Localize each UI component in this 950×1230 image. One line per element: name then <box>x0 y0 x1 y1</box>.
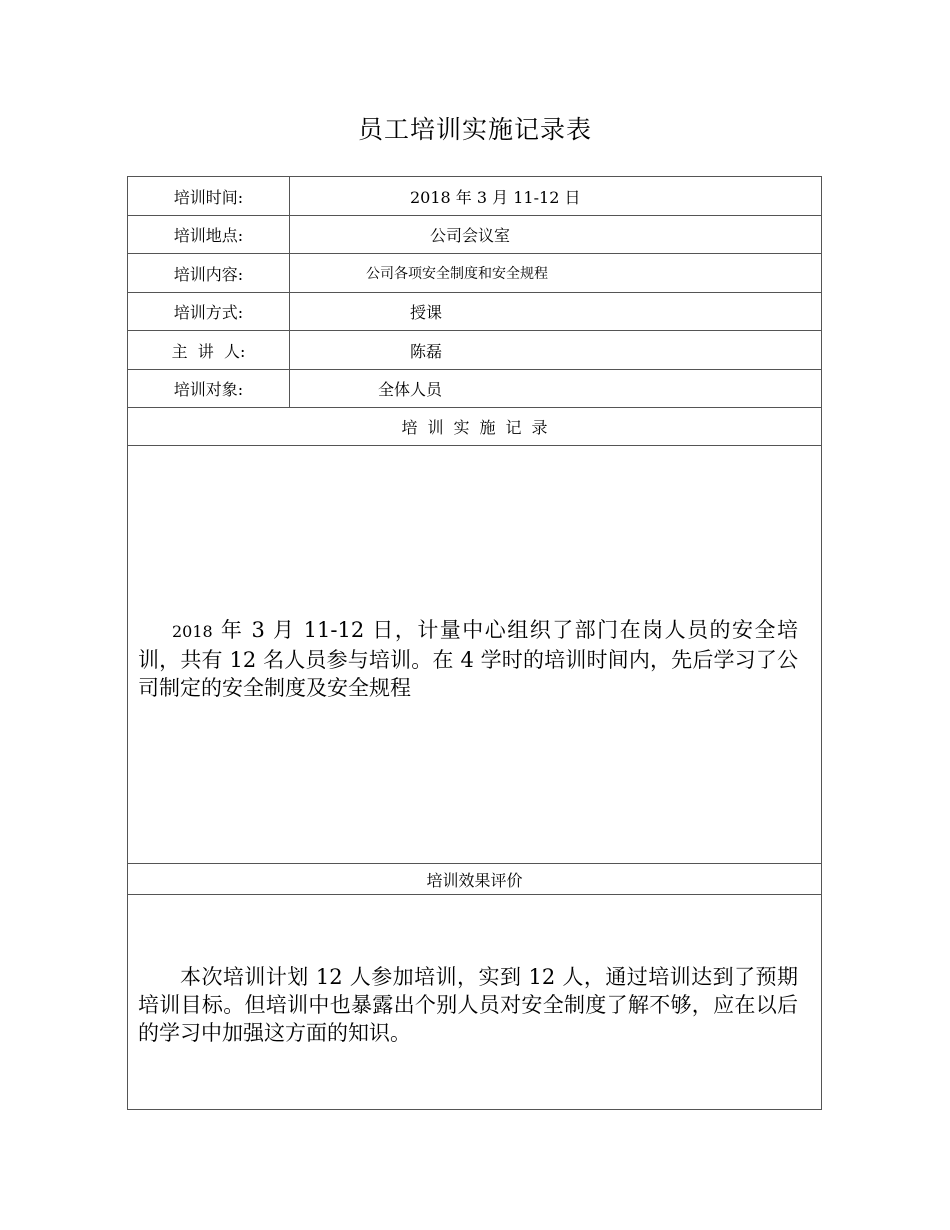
record-section-body <box>128 446 821 864</box>
field-value-time: 2018 年 3 月 11-12 日 <box>410 187 581 207</box>
field-label-lecturer: 主 讲 人: <box>128 331 290 369</box>
field-value-audience: 全体人员 <box>378 380 443 399</box>
record-section-heading: 培训实施记录 <box>401 418 558 437</box>
evaluation-body-paragraph: 本次培训计划 12 人参加培训，实到 12 人，通过培训达到了预期培训目标。但培训中也暴露出个别人员对安全制度了解不够，应在以后的学习中加强这方面的知识。 <box>138 965 798 1045</box>
record-body-lead: 2018 <box>172 622 213 641</box>
record-body-paragraph <box>138 616 798 702</box>
field-value-lecturer: 陈磊 <box>410 341 443 361</box>
evaluation-section-body <box>128 895 821 1111</box>
field-label-content: 培训内容: <box>128 254 290 292</box>
field-row-content <box>128 254 821 293</box>
field-label-location: 培训地点: <box>128 216 290 253</box>
field-value-method: 授课 <box>410 303 443 322</box>
field-value-location: 公司会议室 <box>430 226 511 245</box>
record-body-text: 年 3 月 11-12 日，计量中心组织了部门在岗人员的安全培训，共有 12 名人员参与培训。在 4 学时的培训时间内，先后学习了公司制定的安全制度及安全规程 <box>138 618 798 700</box>
document-title: 员工培训实施记录表 <box>357 115 592 144</box>
field-label-method: 培训方式: <box>128 293 290 330</box>
record-section-header <box>128 408 821 446</box>
field-row-method <box>128 293 821 331</box>
field-label-audience: 培训对象: <box>128 370 290 407</box>
field-row-location <box>128 216 821 254</box>
field-row-lecturer <box>128 331 821 370</box>
evaluation-section-heading: 培训效果评价 <box>426 870 523 890</box>
field-value-content: 公司各项安全制度和安全规程 <box>366 266 548 282</box>
field-row-audience <box>128 370 821 408</box>
field-label-time: 培训时间: <box>128 177 290 215</box>
training-record-form <box>127 176 822 1110</box>
evaluation-section-header <box>128 864 821 895</box>
field-row-time <box>128 177 821 216</box>
